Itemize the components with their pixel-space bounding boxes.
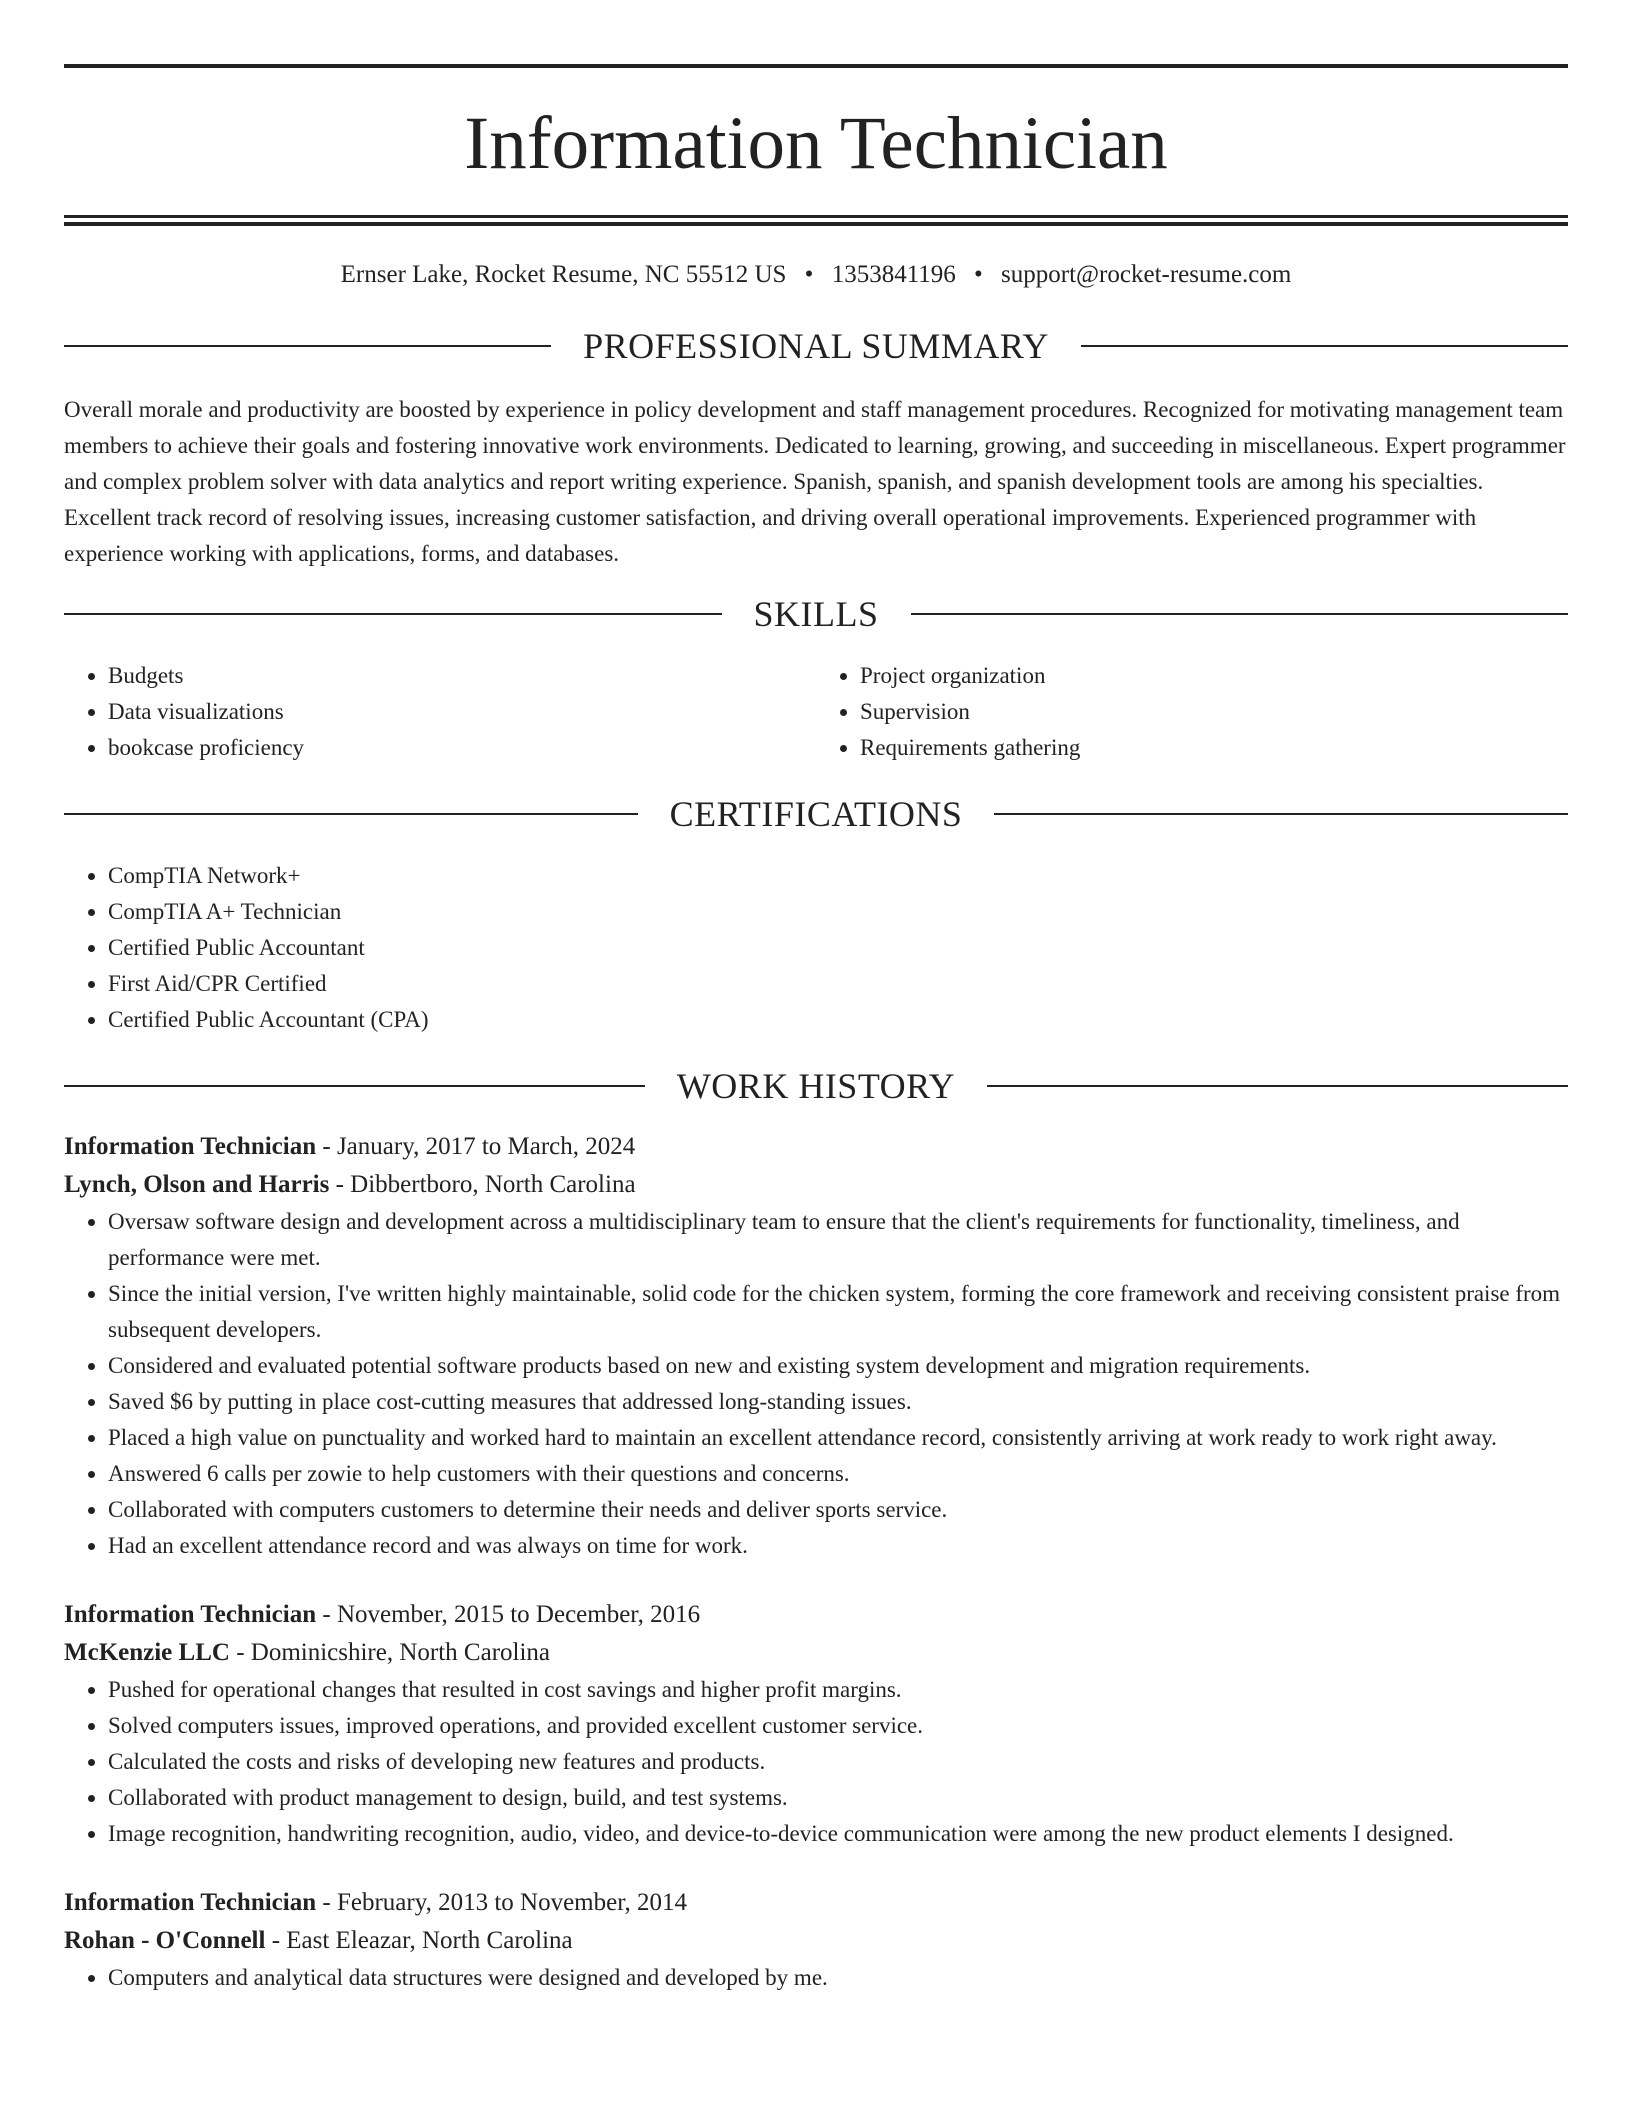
skills-column-right	[816, 658, 1568, 766]
certifications-heading: CERTIFICATIONS	[669, 794, 963, 834]
job-bullet: • Collaborated with product management to design, build, and test systems.	[108, 1780, 1568, 1816]
skills-section-heading	[64, 596, 1568, 632]
job-company: Rohan - O'Connell	[64, 1927, 266, 1954]
work-heading: WORK HISTORY	[676, 1066, 956, 1106]
job-entry	[64, 1884, 1568, 1996]
certification-item: • CompTIA A+ Technician	[108, 894, 1568, 930]
certification-item: • First Aid/CPR Certified	[108, 966, 1568, 1002]
job-location: - Dominicshire, North Carolina	[229, 1639, 551, 1666]
job-bullet: • Oversaw software design and development across a multidisciplinary team to ensure that the client's requirements for functionality, timeliness, and performance were met.	[108, 1204, 1568, 1276]
job-bullet: • Considered and evaluated potential software products based on new and existing system development and migration requirements.	[108, 1348, 1568, 1384]
certification-item: • Certified Public Accountant (CPA)	[108, 1002, 1568, 1038]
job-title: Information Technician	[64, 1601, 317, 1628]
skills-column-left	[64, 658, 816, 766]
heading-rule-right	[911, 613, 1569, 615]
job-bullet: • Collaborated with computers customers to determine their needs and deliver sports service.	[108, 1492, 1568, 1528]
heading-rule-left	[64, 613, 722, 615]
job-dates: - February, 2013 to November, 2014	[316, 1889, 688, 1916]
heading-rule-left	[64, 1085, 645, 1087]
job-bullets	[64, 1672, 1568, 1852]
contact-separator: •	[804, 261, 814, 288]
job-company: Lynch, Olson and Harris	[64, 1171, 330, 1198]
skills-heading: SKILLS	[753, 594, 879, 634]
job-company-line	[64, 1634, 1568, 1672]
heading-rule-left	[64, 813, 638, 815]
job-bullet: • Solved computers issues, improved operations, and provided excellent customer service.	[108, 1708, 1568, 1744]
heading-rule-right	[1081, 345, 1568, 347]
job-title-line	[64, 1884, 1568, 1922]
job-bullet: • Had an excellent attendance record and was always on time for work.	[108, 1528, 1568, 1564]
summary-section-heading	[64, 328, 1568, 364]
title-double-rule	[64, 215, 1568, 226]
job-dates: - January, 2017 to March, 2024	[316, 1133, 636, 1160]
job-bullet: • Placed a high value on punctuality and worked hard to maintain an excellent attendance record, consistently arriving at work ready to work right away.	[108, 1420, 1568, 1456]
heading-rule-left	[64, 345, 551, 347]
skill-item: • Project organization	[860, 658, 1568, 694]
skill-item: • Data visualizations	[108, 694, 816, 730]
certification-item: • Certified Public Accountant	[108, 930, 1568, 966]
job-entry	[64, 1128, 1568, 1564]
contact-email: support@rocket-resume.com	[1001, 261, 1292, 288]
job-company: McKenzie LLC	[64, 1639, 230, 1666]
skill-item: • bookcase proficiency	[108, 730, 816, 766]
job-title: Information Technician	[64, 1133, 317, 1160]
job-dates: - November, 2015 to December, 2016	[316, 1601, 701, 1628]
skill-item: • Supervision	[860, 694, 1568, 730]
skills-list	[64, 658, 1568, 766]
job-entry	[64, 1596, 1568, 1852]
job-location: - East Eleazar, North Carolina	[265, 1927, 573, 1954]
resume-title: Information Technician	[464, 102, 1168, 185]
job-bullet: • Saved $6 by putting in place cost-cutting measures that addressed long-standing issues.	[108, 1384, 1568, 1420]
job-company-line	[64, 1922, 1568, 1960]
contact-line	[64, 260, 1568, 290]
job-bullets	[64, 1204, 1568, 1564]
job-bullet: • Calculated the costs and risks of developing new features and products.	[108, 1744, 1568, 1780]
work-section-heading	[64, 1068, 1568, 1104]
summary-text: Overall morale and productivity are boosted by experience in policy development and staff management procedures. Recognized for motivating management team members to achieve their goals and fostering innovative work environments. Dedicated to learning, growing, and succeeding in miscellaneous. Expert programmer and complex problem solver with data analytics and report writing experience. Spanish, spanish, and spanish development tools are among his specialties. Excellent track record of resolving issues, increasing customer satisfaction, and driving overall operational improvements. Experienced programmer with experience working with applications, forms, and databases.	[64, 397, 1566, 566]
certifications-section-heading	[64, 796, 1568, 832]
certifications-list	[64, 858, 1568, 1038]
job-bullet: • Answered 6 calls per zowie to help customers with their questions and concerns.	[108, 1456, 1568, 1492]
top-rule	[64, 64, 1568, 68]
skill-item: • Budgets	[108, 658, 816, 694]
job-bullet: • Pushed for operational changes that resulted in cost savings and higher profit margins.	[108, 1672, 1568, 1708]
job-bullet: • Image recognition, handwriting recognition, audio, video, and device-to-device communication were among the new product elements I designed.	[108, 1816, 1568, 1852]
skill-item: • Requirements gathering	[860, 730, 1568, 766]
job-title-line	[64, 1128, 1568, 1166]
job-bullets	[64, 1960, 1568, 1996]
contact-phone: 1353841196	[831, 261, 956, 288]
summary-heading: PROFESSIONAL SUMMARY	[583, 326, 1049, 366]
job-title: Information Technician	[64, 1889, 317, 1916]
job-location: - Dibbertboro, North Carolina	[329, 1171, 636, 1198]
job-bullet: • Computers and analytical data structures were designed and developed by me.	[108, 1960, 1568, 1996]
heading-rule-right	[994, 813, 1568, 815]
job-title-line	[64, 1596, 1568, 1634]
job-bullet: • Since the initial version, I've written highly maintainable, solid code for the chicken system, forming the core framework and receiving consistent praise from subsequent developers.	[108, 1276, 1568, 1348]
contact-address: Ernser Lake, Rocket Resume, NC 55512 US	[340, 261, 787, 288]
heading-rule-right	[987, 1085, 1568, 1087]
certification-item: • CompTIA Network+	[108, 858, 1568, 894]
job-company-line	[64, 1166, 1568, 1204]
contact-separator: •	[974, 261, 983, 288]
